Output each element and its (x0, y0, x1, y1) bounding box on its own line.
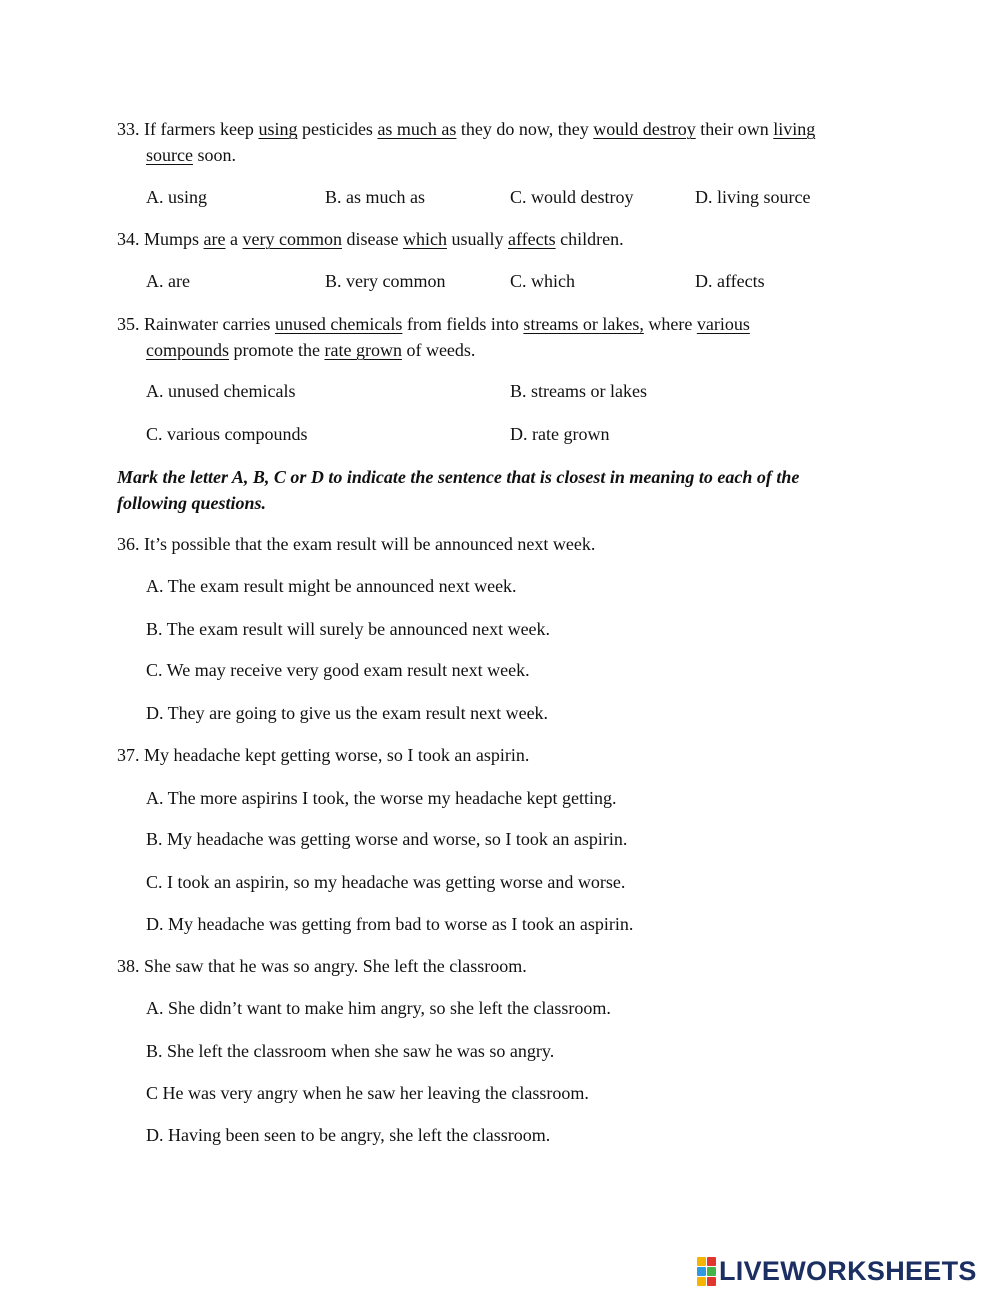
underlined-option: unused chemicals (274, 314, 403, 334)
q34-option-b[interactable]: B. very common (325, 271, 446, 291)
q33-line-1 (117, 116, 815, 142)
logo-blocks-icon (697, 1257, 716, 1286)
text: pesticides (297, 119, 378, 139)
text: a (225, 229, 243, 249)
q34-option-c[interactable]: C. which (510, 271, 575, 291)
text: Rainwater carries (144, 314, 275, 334)
q38-option-a[interactable]: A. She didn’t want to make him angry, so she left the classroom. (146, 998, 611, 1018)
q35-line-1 (117, 311, 750, 337)
underlined-option: living (773, 119, 816, 139)
text: disease (341, 229, 403, 249)
q35-option-c[interactable]: C. various compounds (146, 424, 308, 444)
underlined-option: using (258, 119, 298, 139)
q38-option-d[interactable]: D. Having been seen to be angry, she left the classroom. (146, 1125, 551, 1145)
q37-option-c[interactable]: C. I took an aspirin, so my headache was getting worse and worse. (146, 872, 626, 892)
q33-option-d[interactable]: D. living source (695, 187, 811, 207)
q33-line-2 (146, 142, 236, 168)
q37-option-b[interactable]: B. My headache was getting worse and worse, so I took an aspirin. (146, 829, 628, 849)
q36-stem: 36. It’s possible that the exam result will be announced next week. (117, 534, 596, 554)
underlined-option: as much as (377, 119, 457, 139)
logo-text: LIVEWORKSHEETS (719, 1255, 977, 1286)
q33-option-c[interactable]: C. would destroy (510, 187, 634, 207)
q35-option-d[interactable]: D. rate grown (510, 424, 610, 444)
underlined-option: various (696, 314, 750, 334)
q38-option-b[interactable]: B. She left the classroom when she saw he was so angry. (146, 1041, 555, 1061)
q34-option-a[interactable]: A. are (146, 271, 190, 291)
text: Mumps (144, 229, 204, 249)
underlined-option: would destroy (593, 119, 696, 139)
text: from fields into (402, 314, 524, 334)
q38-stem: 38. She saw that he was so angry. She left the classroom. (117, 956, 527, 976)
q37-option-a[interactable]: A. The more aspirins I took, the worse my headache kept getting. (146, 788, 617, 808)
text: where (643, 314, 697, 334)
underlined-option: are (203, 229, 226, 249)
instruction-line-1: Mark the letter A, B, C or D to indicate the sentence that is closest in meaning to each of the (117, 467, 800, 487)
underlined-option: affects (507, 229, 556, 249)
q34-line-1 (117, 226, 624, 252)
text: If farmers keep (144, 119, 259, 139)
underlined-option: which (402, 229, 447, 249)
q36-option-d[interactable]: D. They are going to give us the exam result next week. (146, 703, 549, 723)
q38-option-c[interactable]: C He was very angry when he saw her leaving the classroom. (146, 1083, 589, 1103)
question-number: 35. (117, 314, 140, 334)
instruction-line-2: following questions. (117, 493, 267, 513)
q37-stem: 37. My headache kept getting worse, so I took an aspirin. (117, 745, 530, 765)
underlined-option: compounds (146, 340, 229, 360)
text: promote the (229, 340, 325, 360)
q36-option-a[interactable]: A. The exam result might be announced next week. (146, 576, 517, 596)
text: usually (446, 229, 508, 249)
q34-option-d[interactable]: D. affects (695, 271, 765, 291)
q35-option-b[interactable]: B. streams or lakes (510, 381, 647, 401)
q36-option-c[interactable]: C. We may receive very good exam result next week. (146, 660, 530, 680)
q33-option-b[interactable]: B. as much as (325, 187, 425, 207)
q36-option-b[interactable]: B. The exam result will surely be announced next week. (146, 619, 551, 639)
underlined-option: source (146, 145, 193, 165)
q37-option-d[interactable]: D. My headache was getting from bad to worse as I took an aspirin. (146, 914, 634, 934)
q35-option-a[interactable]: A. unused chemicals (146, 381, 296, 401)
text: their own (695, 119, 774, 139)
text: children. (555, 229, 624, 249)
text: of weeds. (401, 340, 476, 360)
q33-option-a[interactable]: A. using (146, 187, 208, 207)
underlined-option: rate grown (324, 340, 402, 360)
q35-line-2 (146, 337, 475, 363)
question-number: 34. (117, 229, 140, 249)
liveworksheets-logo (697, 1256, 977, 1286)
text: soon. (192, 145, 236, 165)
text: they do now, they (456, 119, 594, 139)
question-number: 33. (117, 119, 140, 139)
underlined-option: very common (242, 229, 342, 249)
underlined-option: streams or lakes, (523, 314, 644, 334)
